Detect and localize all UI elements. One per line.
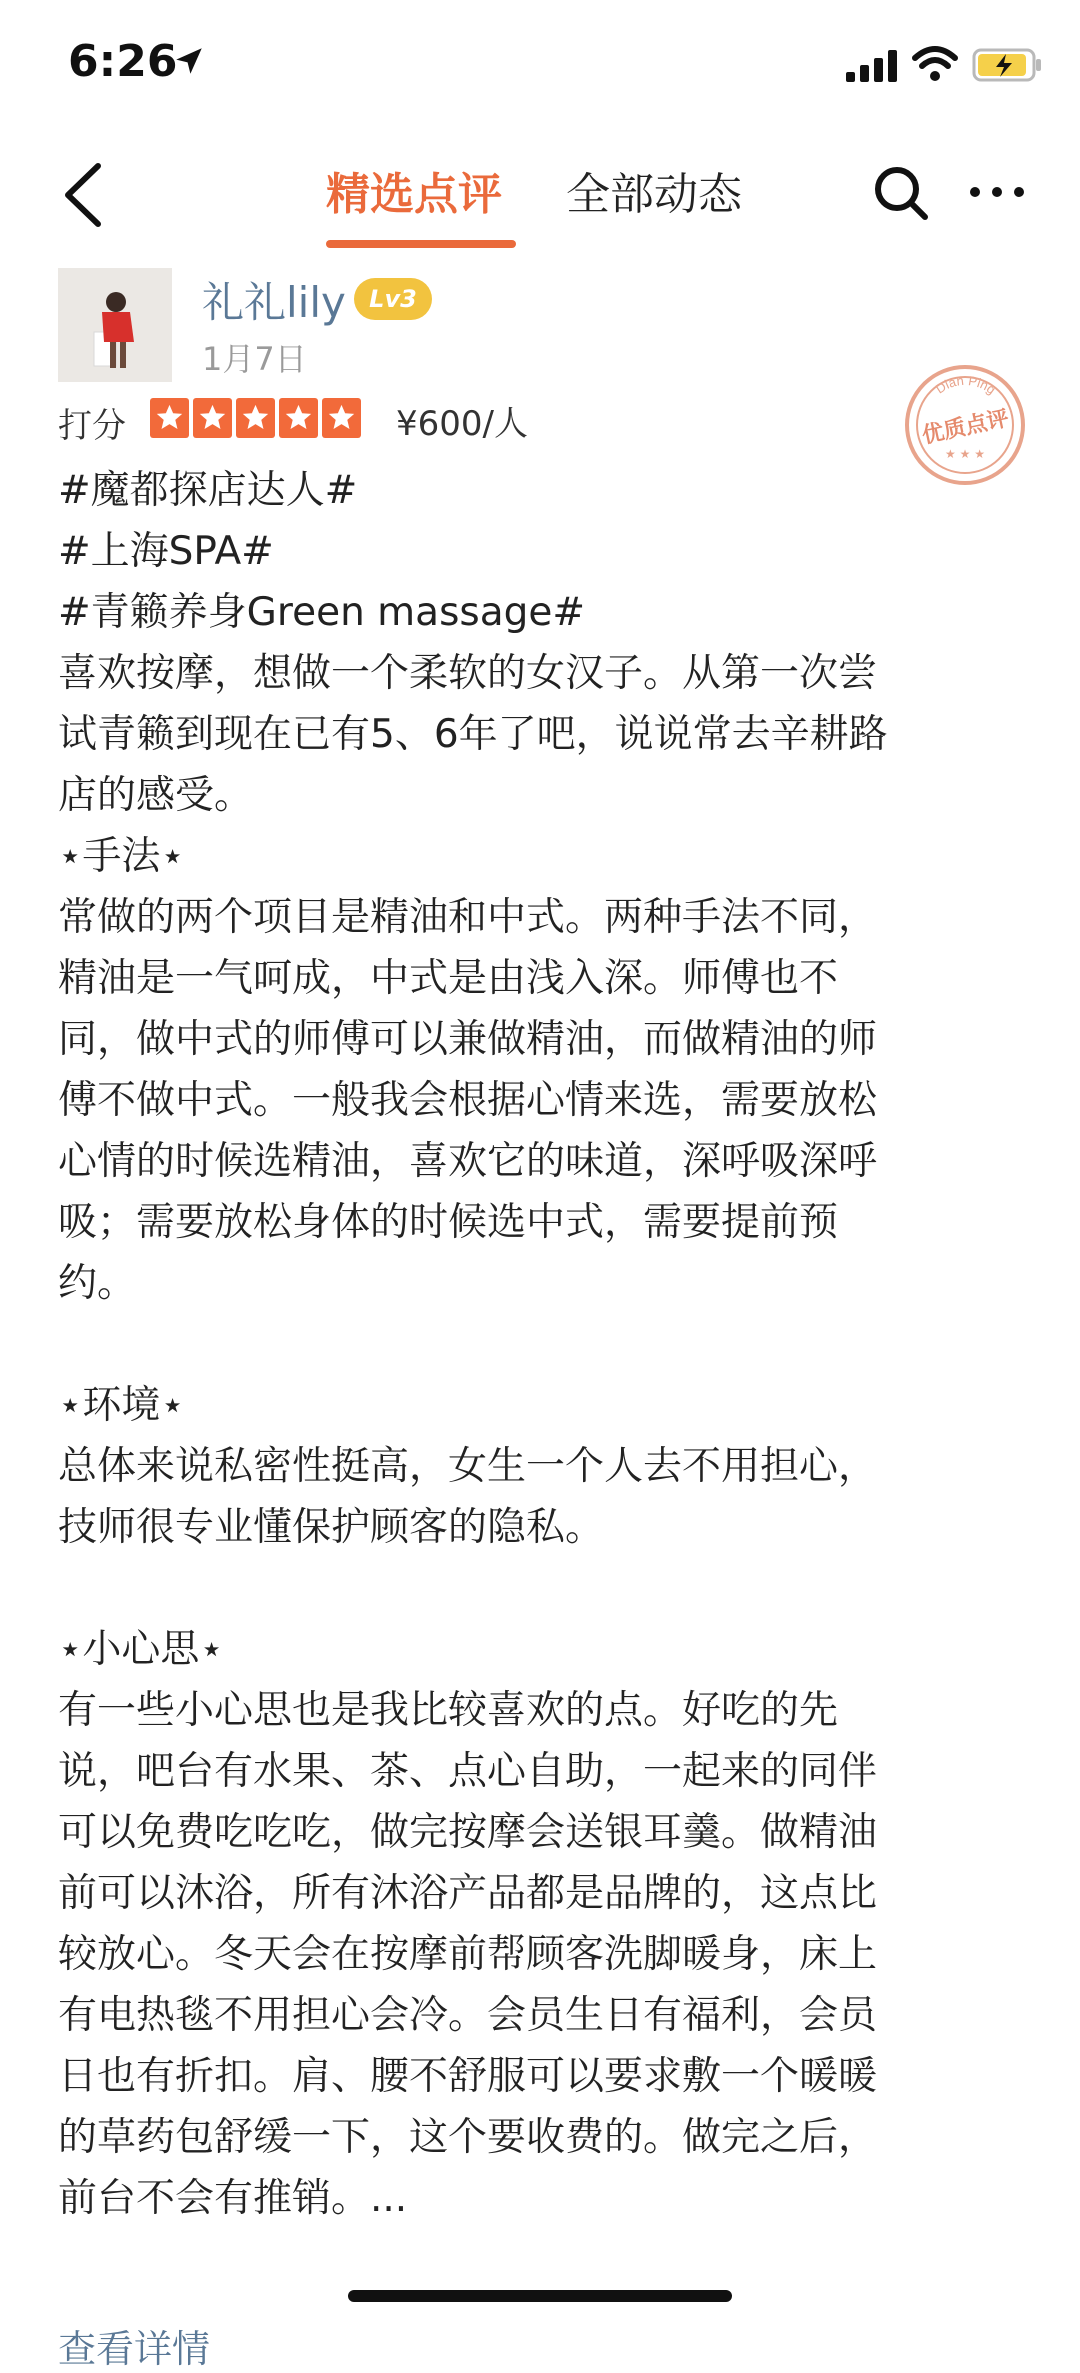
star-icon — [322, 398, 361, 438]
tab-featured-reviews[interactable]: 精选点评 — [326, 169, 502, 220]
review-tag[interactable]: #上海SPA# — [58, 529, 274, 574]
review-tag[interactable]: #魔都探店达人# — [58, 468, 358, 513]
section-title-environment: ⋆环境⋆ — [58, 1383, 185, 1428]
review-tag[interactable]: #青籁养身Green massage# — [58, 590, 586, 635]
review-text-line: 技师很专业懂保护顾客的隐私。 — [58, 1505, 605, 1550]
review-text-line: 的草药包舒缓一下，这个要收费的。做完之后， — [58, 2115, 878, 2160]
tab-all-updates[interactable]: 全部动态 — [566, 169, 742, 220]
review-text-line: 喜欢按摩，想做一个柔软的女汉子。从第一次尝 — [58, 651, 878, 696]
star-icon — [236, 398, 275, 438]
review-text-line: 吸；需要放松身体的时候选中式，需要提前预 — [58, 1200, 839, 1245]
star-rating — [150, 398, 362, 438]
paragraph-spacer — [58, 1314, 1018, 1375]
review-text-line: 总体来说私密性挺高，女生一个人去不用担心， — [58, 1444, 878, 1489]
review-content — [58, 460, 1018, 2229]
review-text-line: 日也有折扣。肩、腰不舒服可以要求敷一个暖暖 — [58, 2054, 878, 2099]
review-text-line: 可以免费吃吃吃，做完按摩会送银耳羹。做精油 — [58, 1810, 878, 1855]
tab-selected-indicator — [326, 240, 516, 248]
rating-label: 打分 — [58, 406, 126, 446]
review-text-line: 有一些小心思也是我比较喜欢的点。好吃的先 — [58, 1688, 839, 1733]
review-text-line: 有电热毯不用担心会冷。会员生日有福利，会员 — [58, 1993, 878, 2038]
review-text-line: 店的感受。 — [58, 773, 254, 818]
search-icon[interactable] — [872, 164, 930, 222]
review-text-line: 心情的时候选精油，喜欢它的味道，深呼吸深呼 — [58, 1139, 878, 1184]
read-more-link[interactable]: 查看详情 — [58, 2327, 211, 2371]
author-name[interactable]: 礼礼lily — [202, 278, 346, 327]
svg-text:★ ★ ★: ★ ★ ★ — [945, 447, 985, 461]
avatar-photo-icon — [58, 268, 172, 382]
review-text-line: 前可以沐浴，所有沐浴产品都是品牌的，这点比 — [58, 1871, 878, 1916]
review-text-line: 同，做中式的师傅可以兼做精油，而做精油的师 — [58, 1017, 878, 1062]
home-indicator[interactable] — [348, 2290, 732, 2302]
status-time: 6:26 — [68, 36, 178, 87]
review-text-line: 精油是一气呵成，中式是由浅入深。师傅也不 — [58, 956, 839, 1001]
back-icon[interactable] — [58, 160, 108, 230]
stamp-text: 优质点评 — [919, 406, 1012, 449]
review-text-line: 傅不做中式。一般我会根据心情来选，需要放松 — [58, 1078, 878, 1123]
battery-charging-icon — [972, 48, 1044, 82]
more-icon[interactable] — [968, 180, 1026, 204]
star-icon — [279, 398, 318, 438]
paragraph-spacer — [58, 1558, 1018, 1619]
cellular-signal-icon — [846, 50, 898, 82]
review-text-line: 试青籁到现在已有5、6年了吧，说说常去辛耕路 — [58, 712, 888, 757]
avatar[interactable] — [58, 268, 172, 382]
review-text-line: 常做的两个项目是精油和中式。两种手法不同， — [58, 895, 878, 940]
section-title-thoughtful-touches: ⋆小心思⋆ — [58, 1627, 224, 1672]
nav-bar — [0, 140, 1080, 260]
review-text-line: 较放心。冬天会在按摩前帮顾客洗脚暖身，床上 — [58, 1932, 878, 1977]
star-icon — [150, 398, 189, 438]
wifi-icon — [912, 44, 958, 82]
stamp-brand: Dian Ping — [932, 372, 999, 398]
star-icon — [193, 398, 232, 438]
price-per-person: ¥600/人 — [396, 404, 528, 444]
review-date: 1月7日 — [202, 340, 307, 378]
svg-text:Dian Ping — [933, 373, 999, 397]
review-text-line: 说，吧台有水果、茶、点心自助，一起来的同伴 — [58, 1749, 878, 1794]
location-arrow-icon — [172, 44, 206, 78]
level-badge: Lv3 — [354, 278, 432, 320]
section-title-technique: ⋆手法⋆ — [58, 834, 185, 879]
status-bar — [0, 0, 1080, 130]
review-text-line: 约。 — [58, 1261, 137, 1306]
review-text-line: 前台不会有推销。... — [58, 2176, 408, 2221]
